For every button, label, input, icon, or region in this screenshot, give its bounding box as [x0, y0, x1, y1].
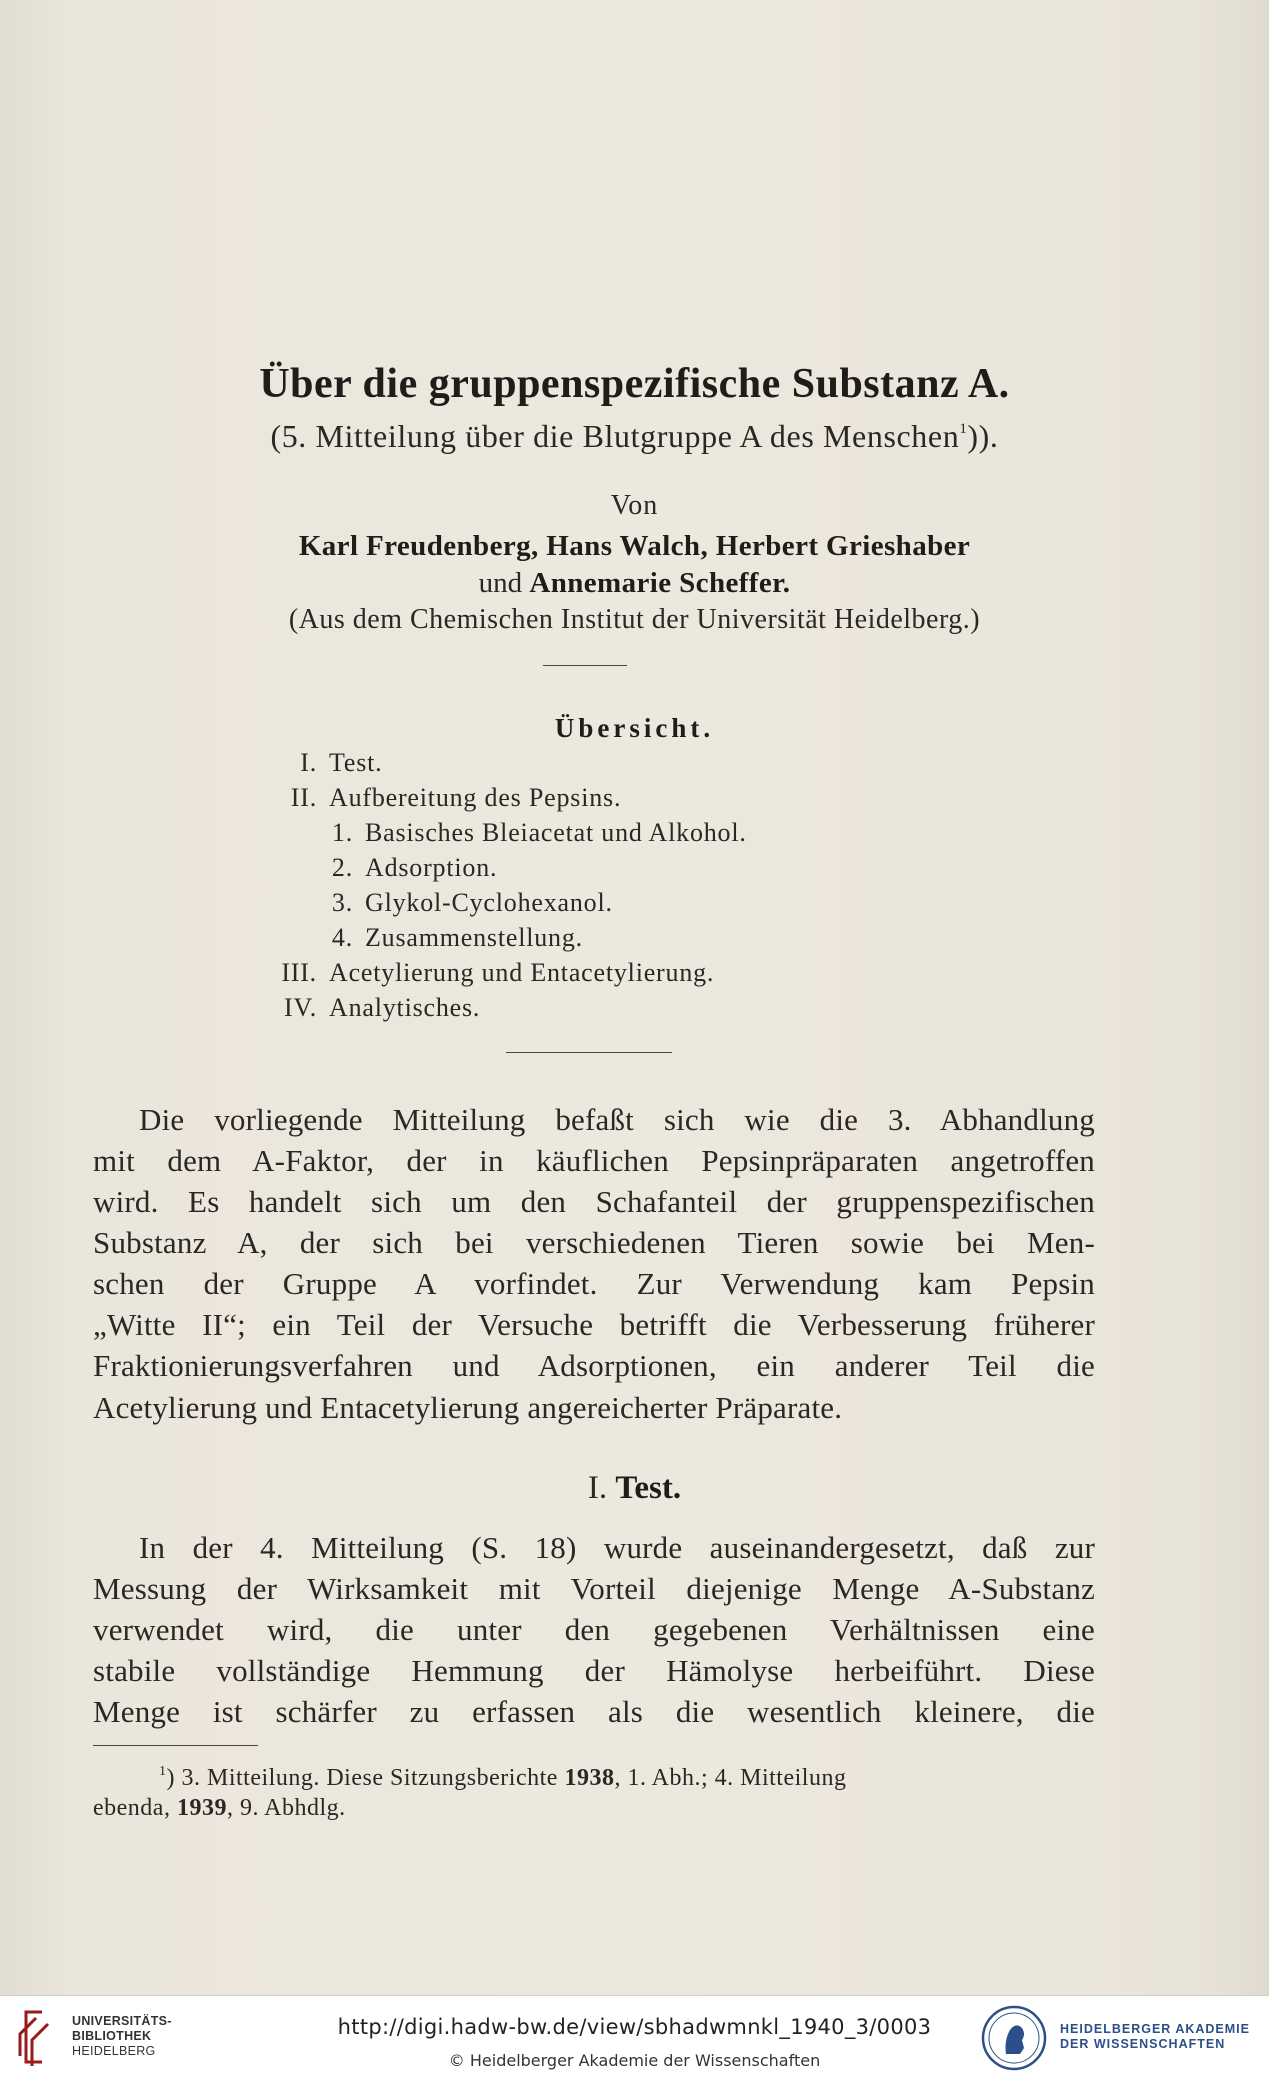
- toc-text: Glykol-Cyclohexanol.: [365, 888, 613, 917]
- footnote-year: 1939: [176, 1795, 227, 1821]
- body-line: stabile vollständige Hemmung der Hämolyse herbeiführt. Diese: [93, 1653, 1095, 1688]
- permalink[interactable]: http://digi.hadw-bw.de/view/sbhadwmnkl_1940_3/0003: [337, 2015, 932, 2039]
- toc-text: Basisches Bleiacetat und Alkohol.: [365, 818, 747, 847]
- footnote-continuation: [93, 1790, 1095, 1826]
- toc-num: II.: [290, 783, 317, 812]
- toc-text: Acetylierung und Entacetylierung.: [329, 958, 715, 987]
- subtitle-text: (5. Mitteilung über die Blutgruppe A des Menschen: [270, 418, 960, 454]
- section-number: I.: [587, 1470, 608, 1506]
- body-line: wird. Es handelt sich um den Schafanteil der gruppenspezifischen: [93, 1184, 1095, 1219]
- library-line: BIBLIOTHEK: [72, 2029, 152, 2043]
- toc-item: [277, 748, 382, 778]
- body-line: Menge ist schärfer zu erfassen als die wesentlich kleinere, die: [93, 1694, 1095, 1729]
- authors-line-2: [0, 567, 1269, 600]
- toc-text: Test.: [329, 748, 383, 777]
- toc-text: Aufbereitung des Pepsins.: [329, 783, 622, 812]
- section-title: Test.: [615, 1470, 682, 1506]
- footnote-ref: 1: [959, 421, 968, 437]
- footnote-divider: [93, 1745, 258, 1746]
- toc-num: IV.: [284, 993, 317, 1022]
- body-line: Die vorliegende Mitteilung befaßt sich wie die 3. Abhandlung: [139, 1102, 1095, 1137]
- and-label: und: [478, 567, 523, 599]
- footnote-year: 1938: [564, 1765, 615, 1791]
- body-line: Fraktionierungsverfahren und Adsorptionen, ein anderer Teil die: [93, 1348, 1095, 1383]
- academy-line: HEIDELBERGER AKADEMIE: [1060, 2022, 1250, 2036]
- academy-line: DER WISSENSCHAFTEN: [1060, 2037, 1226, 2051]
- paper-title: Über die gruppenspezifische Substanz A.: [259, 361, 1010, 407]
- toc-text: Analytisches.: [329, 993, 481, 1022]
- library-line: UNIVERSITÄTS-: [72, 2014, 172, 2028]
- body-line: Substanz A, der sich bei verschiedenen Tieren sowie bei Men-: [93, 1225, 1095, 1260]
- footnote-mark: 1: [159, 1764, 167, 1779]
- divider: [506, 1052, 672, 1053]
- toc-item: [277, 993, 480, 1023]
- toc-item: [313, 923, 583, 953]
- toc-item: [277, 783, 621, 813]
- library-line: HEIDELBERG: [72, 2044, 156, 2058]
- toc-num: I.: [300, 748, 317, 777]
- section-heading: [0, 1470, 1269, 1507]
- subtitle-end: )).: [967, 418, 999, 454]
- toc-text: Adsorption.: [365, 853, 498, 882]
- toc-item: [277, 958, 714, 988]
- divider: [543, 665, 627, 666]
- academy-name: [1060, 2022, 1250, 2052]
- body-line: verwendet wird, die unter den gegebenen Verhältnissen eine: [93, 1612, 1095, 1647]
- authors-line-1: Karl Freudenberg, Hans Walch, Herbert Grieshaber: [298, 530, 971, 562]
- body-line: Acetylierung und Entacetylierung angereicherter Präparate.: [93, 1390, 843, 1425]
- copyright: © Heidelberger Akademie der Wissenschaften: [448, 2051, 821, 2070]
- toc-num: 3.: [331, 888, 353, 917]
- toc-num: 1.: [331, 818, 353, 847]
- body-line: Messung der Wirksamkeit mit Vorteil diejenige Menge A-Substanz: [93, 1571, 1095, 1606]
- toc-text: Zusammenstellung.: [365, 923, 583, 952]
- body-line: mit dem A-Faktor, der in käuflichen Pepsinpräparaten angetroffen: [93, 1143, 1095, 1178]
- affiliation: (Aus dem Chemischen Institut der Universität Heidelberg.): [288, 604, 981, 635]
- body-line: „Witte II“; ein Teil der Versuche betrifft die Verbesserung früherer: [93, 1307, 1095, 1342]
- footnote-text: , 9. Abhdlg.: [226, 1795, 346, 1821]
- author-name: Annemarie Scheffer.: [529, 567, 791, 599]
- body-line: schen der Gruppe A vorfindet. Zur Verwendung kam Pepsin: [93, 1266, 1095, 1301]
- footnote-text: ebenda,: [93, 1795, 177, 1821]
- by-label: Von: [610, 490, 659, 521]
- footnote-text: ) 3. Mitteilung. Diese Sitzungsberichte: [166, 1765, 565, 1791]
- paper-subtitle: [0, 418, 1269, 455]
- toc-item: [313, 888, 613, 918]
- toc-num: III.: [281, 958, 317, 987]
- footnote-text: , 1. Abh.; 4. Mitteilung: [614, 1765, 847, 1791]
- academy-seal-icon: [980, 2004, 1048, 2072]
- toc-item: [313, 818, 747, 848]
- toc-num: 2.: [331, 853, 353, 882]
- viewer-footer: [0, 1995, 1269, 2085]
- toc-item: [313, 853, 497, 883]
- body-line: In der 4. Mitteilung (S. 18) wurde auseinandergesetzt, daß zur: [139, 1530, 1095, 1565]
- toc-num: 4.: [331, 923, 353, 952]
- overview-heading: Übersicht.: [554, 713, 715, 743]
